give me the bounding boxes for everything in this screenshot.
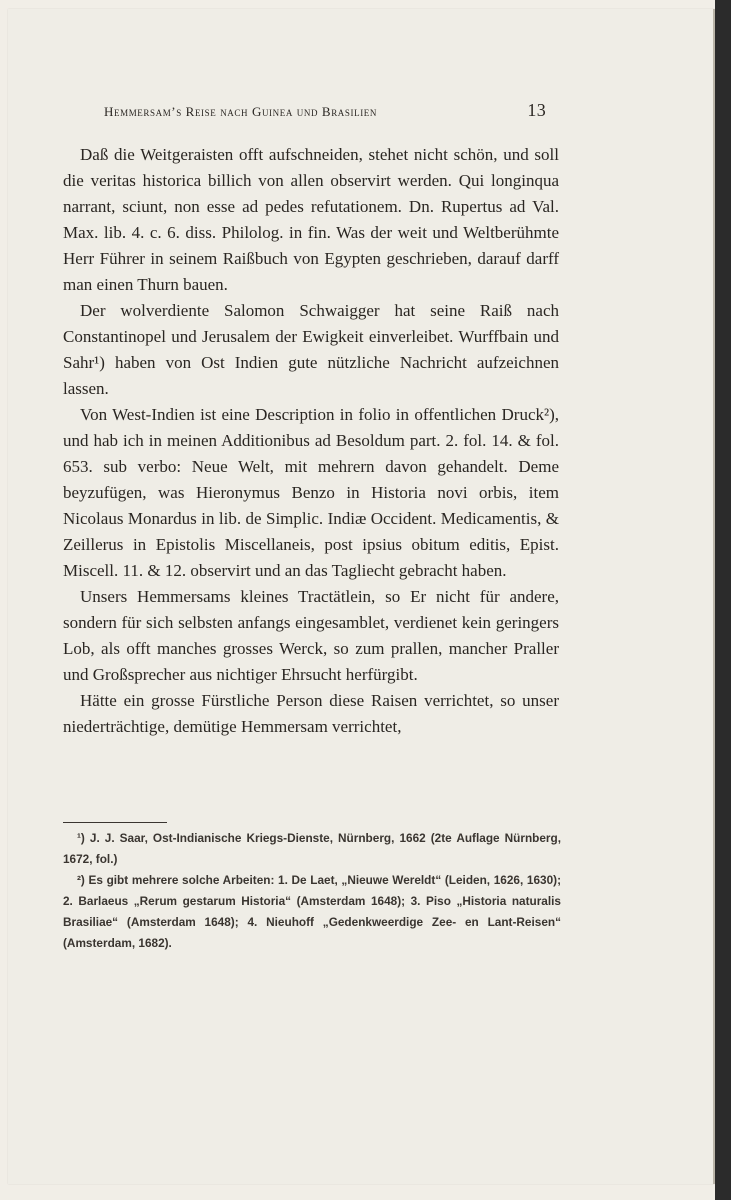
- body-text: [63, 142, 559, 740]
- footnote-divider: [63, 822, 167, 823]
- running-title: Hemmersam’s Reise nach Guinea und Brasilien: [104, 104, 377, 119]
- footnote: ¹) J. J. Saar, Ost-Indianische Kriegs-Dienste, Nürnberg, 1662 (2te Auflage Nürnberg, 1672, fol.): [63, 831, 561, 866]
- page-number: 13: [527, 100, 546, 120]
- scan-border: [715, 0, 731, 1200]
- footnote: ²) Es gibt mehrere solche Arbeiten: 1. De Laet, „Nieuwe Wereldt“ (Leiden, 1626, 1630); 2. Barlaeus „Rerum gestarum Historia“ (Amsterdam 1648); 3. Piso „Historia naturalis Brasiliae“ (Amsterdam 1648); 4. Nieuhoff „Gedenkweerdige Zee- en Lant-Reisen“ (Amsterdam, 1682).: [63, 873, 561, 950]
- paragraph: Hätte ein grosse Fürstliche Person diese Raisen verrichtet, so unser niederträchtige, demütige Hemmersam verrichtet,: [63, 691, 559, 736]
- paragraph: Der wolverdiente Salomon Schwaigger hat seine Raiß nach Constantinopel und Jerusalem der Ewigkeit einverleibet. Wurffbain und Sahr¹) haben von Ost Indien gute nützliche Nachricht aufzeichnen lassen.: [63, 301, 559, 398]
- paragraph: Unsers Hemmersams kleines Tractätlein, so Er nicht für andere, sondern für sich selbsten anfangs eingesamblet, verdienet kein geringers Lob, als offt manches grosses Werck, so zum prallen, mancher Praller und Großsprecher aus nichtiger Ehrsucht herfürgibt.: [63, 587, 559, 684]
- paragraph: Daß die Weitgeraisten offt aufschneiden, stehet nicht schön, und soll die veritas historica billich von allen observirt werden. Qui longinqua narrant, sciunt, non esse ad pedes refutationem. Dn. Rupertus ad Val. Max. lib. 4. c. 6. diss. Philolog. in fin. Was der weit und Weltberühmte Herr Führer in seinem Raißbuch von Egypten geschrieben, darauf darff man einen Thurn bauen.: [63, 145, 559, 294]
- running-header: [104, 100, 546, 121]
- paragraph: Von West-Indien ist eine Description in folio in offentlichen Druck²), und hab ich in meinen Additionibus ad Besoldum part. 2. fol. 14. & fol. 653. sub verbo: Neue Welt, mit mehrern davon gehandelt. Deme beyzufügen, was Hieronymus Benzo in Historia novi orbis, item Nicolaus Monardus in lib. de Simplic. Indiæ Occident. Medicamentis, & Zeillerus in Epistolis Miscellaneis, post ipsius obitum editis, Epist. Miscell. 11. & 12. observirt und an das Tagliecht gebracht haben.: [63, 405, 559, 580]
- footnotes: [63, 828, 561, 954]
